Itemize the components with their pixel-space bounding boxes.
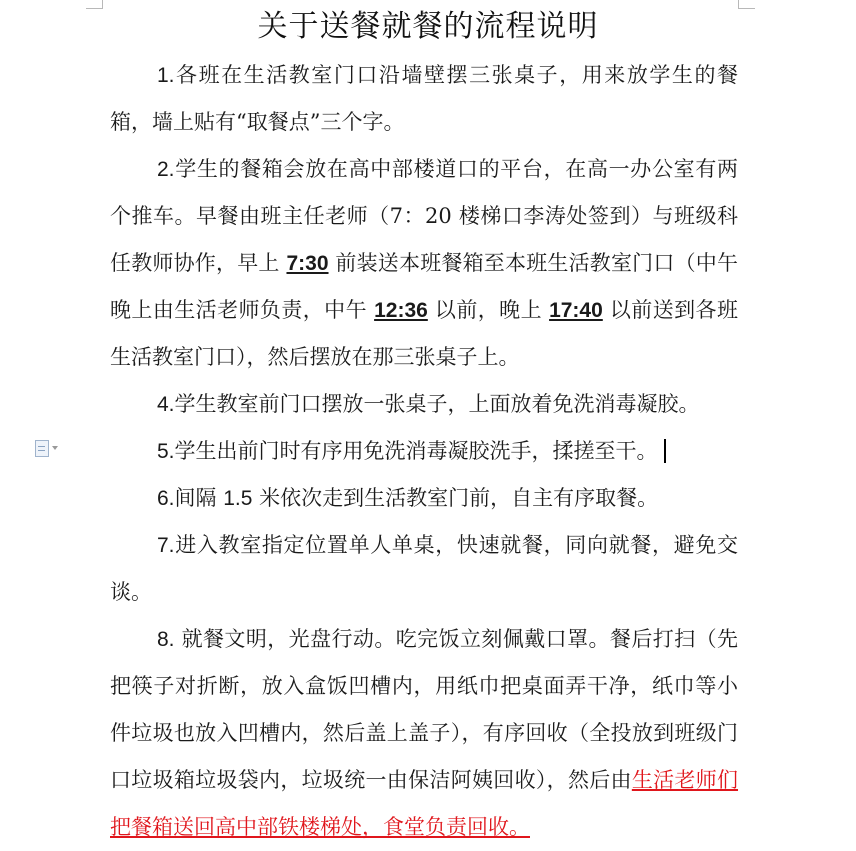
paragraph-text: 各班在生活教室门口沿墙壁摆三张桌子，用来放学生的餐箱，墙上贴有“取餐点”三个字。 [110,63,738,134]
paragraph-4 [110,381,738,428]
item-number: 6. [157,487,175,510]
paragraph-6 [110,475,738,522]
paragraph-text: 进入教室指定位置单人单桌，快速就餐，同向就餐，避免交谈。 [110,533,738,604]
time-lunch: 12:36 [374,299,428,322]
item-number: 8. [157,628,175,651]
distance-value: 1.5 [223,487,253,510]
paragraph-1 [110,52,738,146]
paragraph-5 [110,428,738,475]
document-icon [35,440,49,457]
document-body[interactable] [110,52,738,851]
paragraph-text: 学生的餐箱会放在高中部楼道口的平台，在高一办公室有两个推车。早餐由班主任老师（7：20 楼梯口李涛处签到）与班级科任教师协作，早上 [110,157,738,275]
paragraph-2 [110,146,738,381]
paragraph-text: 以前送到各班生活教室门口），然后摆放在那三张桌子上。 [110,298,738,369]
item-number: 4. [157,393,175,416]
item-number: 5. [157,440,175,463]
paragraph-text: 以前，晚上 [427,298,550,322]
item-number: 1. [157,64,175,87]
paragraph-text: 前装送本班餐箱至本班生活教室门口（中午晚上由生活老师负责，中午 [110,251,738,322]
paragraph-text: 间隔 [174,486,224,510]
dropdown-arrow-icon [52,446,58,450]
highlighted-red-text: 生活老师们把餐箱送回高中部铁楼梯处，食堂负责回收。 [110,768,739,839]
paragraph-text: 米依次走到生活教室门前，自主有序取餐。 [252,486,659,510]
paragraph-7 [110,522,738,616]
document-title: 关于送餐就餐的流程说明 [257,9,599,44]
paragraph-layout-icon[interactable] [35,438,69,458]
paragraph-text: 学生教室前门口摆放一张桌子，上面放着免洗消毒凝胶。 [174,392,700,416]
text-cursor [664,439,666,463]
paragraph-text: 学生出前门时有序用免洗消毒凝胶洗手，揉搓至干。 [174,439,658,463]
item-number: 7. [157,534,175,557]
paragraph-text: 就餐文明，光盘行动。吃完饭立刻佩戴口罩。餐后打扫（先把筷子对折断，放入盒饭凹槽内，用纸巾把桌面弄干净，纸巾等小件垃圾也放入凹槽内，然后盖上盖子），有序回收（全投放到班级门口垃圾箱垃圾袋内，垃圾统一由保洁阿姨回收），然后由 [110,627,738,792]
time-dinner: 17:40 [549,299,603,322]
item-number: 2. [157,158,175,181]
time-breakfast: 7:30 [286,252,329,275]
paragraph-8 [110,616,738,851]
